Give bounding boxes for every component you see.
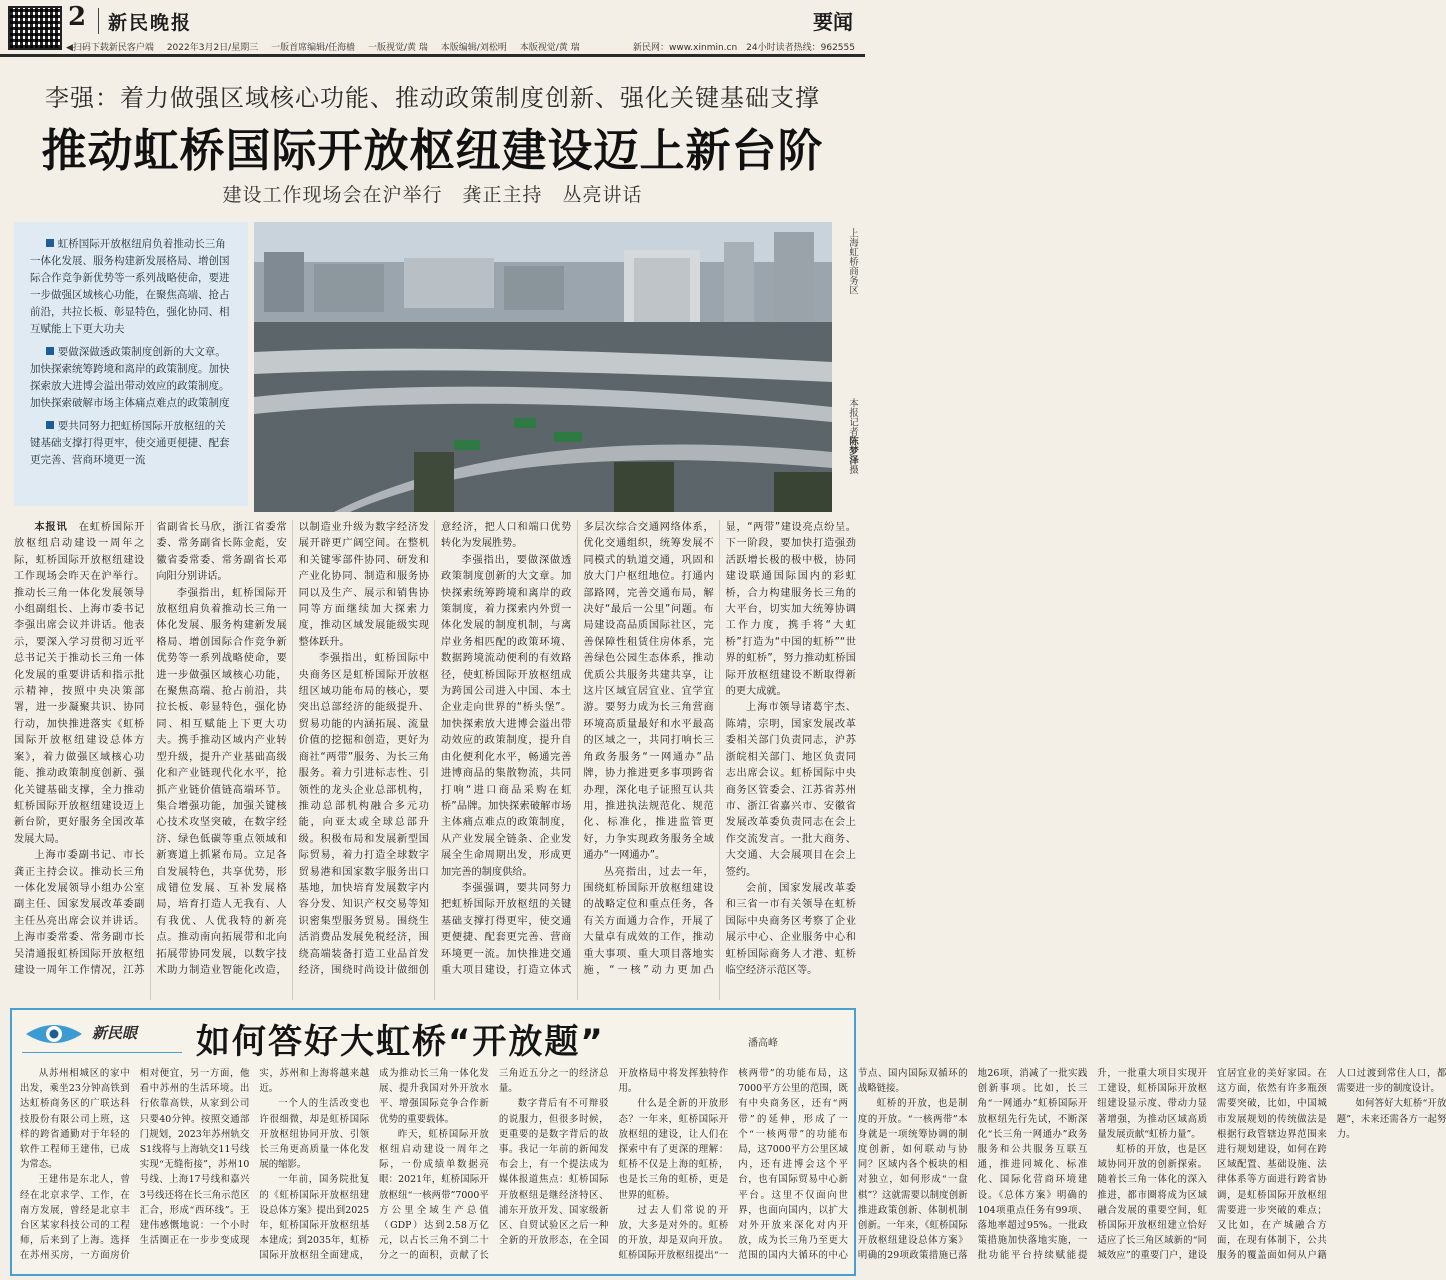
bullet-square-icon — [46, 421, 54, 429]
column-badge: 新民眼 — [92, 1024, 138, 1042]
article-paragraph: 本报讯 在虹桥国际开放枢纽启动建设一周年之际，虹桥国际开放枢纽建设工作现场会昨天在沪举行。推动长三角一体化发展领导小组副组长、上海市委书记李强出席会议并讲话。他表示，要深入学习贯彻习近平总书记关于推动长三角一体化发展的重要讲话和指示批示精神，按照中央决策部署，进一步凝聚共识、协同行动，加快推进落实《虹桥国际开放枢纽建设总体方案》，着力做强区域核心功能、推动政策制度创新、强化关键基础支撑，全力推动虹桥国际开放枢纽建设迈上新台阶，更好服务全国改革发展大局。 — [14, 522, 145, 845]
meta-visual-1: 一版视觉/黄 瑞 — [368, 43, 428, 53]
article-paragraph: 李强指出，要做深做透政策制度创新的大文章。加快探索统筹跨境和离岸的政策制度，着力探索内外贸一体化发展的制度机制，与离岸业务相匹配的政策环境、数据跨境流动便利的有效路径，使虹桥国际开放枢纽成为跨国公司进入中国、本土企业走向世界的“桥头堡”。加快探索放大进博会溢出带动效应的政策制度，提升自由化便利化水平，畅通完善进博商品的集散物流，共同打响“进口商品采购在虹桥”品牌。加快探索破解市场主体痛点难点的政策制度，从产业发展全链条、企业发展全生命周期出发，形成更加完善的制度供给。 — [440, 554, 572, 878]
summary-box — [14, 222, 248, 506]
summary-point-1: 虹桥国际开放枢纽肩负着推动长三角一体化发展、服务构建新发展格局、增创国际合作竞争新优势等一系列战略使命，要进一步做强区域核心功能，在聚焦高端、抢占前沿，共拉长板、彰显特色，强化协同、相互赋能上下更大功夫 — [30, 238, 230, 335]
commentary-paragraph: 昨天，虹桥国际开放枢纽启动建设一周年之际，一份成绩单数据亮眼：2021年，虹桥国际开放枢纽“一核两带”7000平方公里全域生产总值（GDP）达到2.58万亿元，以占长三角不到二十分之一的面积，贡献了长三角近五分之一的经济总量。 — [379, 1068, 609, 1262]
commentary-paragraph: 王建伟是东北人，曾经在北京求学、工作，在南方发展，曾经是北京丰台区某家科技公司的工程师，后来到了上海。选择在苏州买房，一方面房价相对便宜，另一方面，他看中苏州的生活环境。出行依靠高铁，从家到公司只要40分钟。按照交通部门规划，2023年苏州轨交S1线将与上海轨交11号线实现“无缝衔接”，苏州10号线、上海17号线和嘉兴3号线还将在长三角示范区汇合，形成“西环线”。王建伟感慨地说：一个小时生活圈正在一步步变成现实，苏州和上海将越来越近。 — [20, 1068, 370, 1262]
commentary-paragraph: 一个人的生活改变也许很细微，却是虹桥国际开放枢纽协同开放、引领长三角更高质量一体化发展的缩影。 — [259, 1098, 370, 1171]
paper-name: 新民晚报 — [108, 12, 193, 34]
website-hotline: 新民网：www.xinmin.cn 24小时读者热线：962555 — [633, 43, 855, 53]
article-paragraph: 上海市委副书记、市长龚正主持会议。推动长三角一体化发展领导小组办公室副主任、国家发展改革委副主任丛亮出席会议并讲话。上海市委常委、常务副市长吴清通报虹桥国际开放枢纽建设一周年工作情况，江苏省副省长马欣，浙江省委常委、常务副省长陈金彪，安徽省委常委、常务副省长邓向阳分别讲话。 — [14, 522, 287, 976]
article-body — [14, 520, 856, 1000]
masthead-divider — [98, 8, 99, 34]
commentary-paragraph: 一年前，国务院批复的《虹桥国际开放枢纽建设总体方案》提出到2025年，虹桥国际开放枢纽基本建成；到2035年，虹桥国际开放枢纽全面建成，成为推动长三角一体化发展、提升我国对外开放水平、增强国际竞争合作新优势的重要载体。 — [259, 1068, 489, 1262]
badge-underline — [22, 1052, 182, 1053]
qr-code[interactable] — [8, 6, 62, 50]
commentary-paragraph: 虹桥的开放，也是区域协同开放的创新探索。随着长三角一体化的深入推进，都市圈将成为区域融合发展的重要空间，虹桥国际开放枢纽建立恰好适应了长三角区域新的“同城效应”的重要门户，建设宜居宜业的美好家园。在这方面，依然有许多瓶颈需要突破，比如，中国城市发展规划的传统做法是根据行政管辖边界范围来进行规划建设，如何在跨区域配置、基础设施、法律体系等方面进行跨省协调，是虹桥国际开放枢纽需要进一步突破的难点；又比如，在产城融合方面，在现有体制下，公共服务的覆盖面如何从户籍人口过渡到常住人口，都需要进一步的制度设计。 — [1097, 1068, 1446, 1262]
article-paragraph: 李强指出，虹桥国际开放枢纽肩负着推动长三角一体化发展、服务构建新发展格局、增创国际合作竞争新优势等一系列战略使命，要进一步做强区域核心功能，在聚焦高端、抢占前沿，共拉长板、彰显特色，强化协同、相互赋能上下更大功夫。携手推动区域内产业转型升级，提升产业基础高级化和产业链现代化水平，抢抓产业链价值链高端环节。集合增强功能，加强关键核心技术攻坚突破，在数字经济、绿色低碳等重点领域和新赛道上抓紧布局。立足各自发展特色，共享优势，形成错位发展、互补发展格局，培育打造人无我有、人有我优、人优我特的新亮点。推动南向拓展带和北向拓展带协同发展，以数字技术助力制造业智能化改造，以制造业升级为数字经济发展开辟更广阔空间。在整机和关键零部件协同、研发和产业化协同、制造和服务协同以及生产、展示和销售协同等方面继续加大探索力度，推动区域发展能级实现整体跃升。 — [156, 522, 429, 976]
cityscape-illustration — [254, 222, 832, 512]
commentary-author: 潘高峰 — [748, 1038, 778, 1049]
article-paragraph: 会前，国家发展改革委和三省一市有关领导在虹桥国际中央商务区考察了企业展示中心、企业服务中心和虹桥国际商务人才港、虹桥临空经济示范区等。 — [725, 882, 856, 976]
commentary-body — [20, 1066, 1446, 1270]
sub-headline: 建设工作现场会在沪举行 龚正主持 丛亮讲话 — [222, 184, 643, 206]
meta-editor: 本版编辑/刘松明 — [440, 43, 507, 53]
meta-date: 2022年3月2日/星期三 — [166, 43, 259, 53]
bullet-square-icon — [46, 239, 54, 247]
main-headline: 推动虹桥国际开放枢纽建设迈上新台阶 — [41, 124, 824, 177]
photo-caption: 上海虹桥商务区 — [847, 228, 858, 295]
commentary-paragraph: 什么是全新的开放形态？一年来，虹桥国际开放枢纽的建设，让人们在探索中有了更深的理解：虹桥不仅是上海的虹桥，也是长三角的虹桥，更是世界的虹桥。 — [618, 1098, 729, 1201]
section-name: 要闻 — [813, 10, 853, 34]
meta-chief-editor: 一版首席编辑/任海樯 — [271, 43, 356, 53]
article-paragraph: 李强指出，虹桥国际中央商务区是虹桥国际开放枢纽区域功能布局的核心，要突出总部经济的能级提升、贸易功能的内涵拓展、流量价值的挖掘和创造，更好为商社“两带”服务、为长三角服务。着力引进标志性、引领性的龙头企业总部机构，推动总部机构融合多元功能，向亚太或全球总部升级。积极布局和发展新型国际贸易，着力打造全球数字贸易港和国家数字服务出口基地，加快培育发展数字内容分发、知识产权交易等知识密集型服务贸易。围绕生活消费品发展免税经济，围绕高端装备打造工业品首发经济，围绕时尚设计做细创意经济，把人口和端口优势转化为发展胜势。 — [298, 522, 572, 976]
commentary-paragraph: 如何答好大虹桥“开放题”，未来还需各方一起努力。 — [1336, 1098, 1446, 1140]
commentary-paragraph: 数字背后有不可辩驳的说服力，但很多时候，更重要的是数字背后的故事。我记一年前的新闻发布会上，有一个提法成为媒体报道焦点：虹桥国际开放枢纽是继经济特区、浦东开放开发、国家级新区、自贸试验区之后一种全新的开放形态，在全国开放格局中将发挥独特作用。 — [498, 1068, 729, 1247]
masthead-rule — [0, 54, 865, 57]
article-paragraph: 李强强调，要共同努力把虹桥国际开放枢纽的关键基础支撑打得更牢，使交通更便捷、配套更完善、营商环境更一流。加快推进交通重大项目建设，打造立体式多层次综合交通网络体系，优化交通组织，统筹发展不同模式的轨道交通，巩固和放大门户枢纽地位。打通内部路网，完善交通布局，解决好“最后一公里”问题。布局建设高品质国际社区，完善保障性租赁住房体系，完善绿色公园生态体系，推动优质公共服务共建共享，让这片区域宜居宜业、宜学宜游。要努力成为长三角营商环境高质量最好和水平最高的区域之一，共同打响长三角政务服务“一网通办”品牌，协力推进更多事项跨省办理，深化电子证照互认共用，推进执法规范化、规范化、标准化，推进监管更好，力争实现政务服务全域通办“一网通办”。 — [440, 522, 714, 976]
pre-headline: 李强：着力做强区域核心功能、推动政策制度创新、强化关键基础支撑 — [45, 84, 820, 112]
reporter-name: 陈梦泽 — [847, 436, 858, 465]
hongqiao-photo — [254, 222, 832, 512]
eye-icon — [22, 1020, 86, 1048]
commentary-paragraph: 虹桥的开放，也是制度的开放。“一核两带”本身就是一项统筹协调的制度创新，如何联动与协同？区域内各个板块的相对独立，如何形成“一盘棋”？这就需要以制度创新推进政策创新、体制机制创新。一年来，《虹桥国际开放枢纽建设总体方案》明确的29项政策措施已落地26项，消减了一批实践创新事项。比如，长三角“一网通办”虹桥国际开放枢纽先行先试，不断深化“长三角一网通办”政务服务和公共服务互联互通，推进同城化、标准化、国际化营商环境建设。《总体方案》明确的104项重点任务有99项、落地率超过95%。一批政策措施加快落地实施，一批功能平台持续赋能提升，一批重大项目实现开工建设，虹桥国际开放枢纽建设显示度、带动力显著增强，为推动区域高质量发展贡献“虹桥力量”。 — [857, 1068, 1208, 1262]
summary-point-2: 要做深做透政策制度创新的大文章。加快探索统筹跨境和离岸的政策制度。加快探索放大进博会溢出带动效应的政策制度。加快探索破解市场主体痛点难点的政策制度 — [30, 346, 230, 409]
summary-point-3: 要共同努力把虹桥国际开放枢纽的关键基础支撑打得更牢，使交通更便捷、配套更完善、营商环境更一流 — [30, 420, 230, 466]
meta-download[interactable]: ◀扫码下载新民客户端 — [66, 43, 154, 53]
article-paragraph: 上海市领导诸葛宇杰、陈靖，宗明，国家发展改革委相关部门负责同志，沪苏浙皖相关部门、地区负责同志出席会议。虹桥国际中央商务区管委会、江苏省苏州市、浙江省嘉兴市、安徽省发展改革委负责同志在会上作交流发言。一批大商务、大交通、大会展项目在会上签约。 — [725, 702, 856, 878]
bullet-square-icon — [46, 347, 54, 355]
commentary-paragraph: 从苏州相城区的家中出发，乘坐23分钟高铁到达虹桥商务区的广联达科技股份有限公司上班，这样的跨省通勤对于年轻的软件工程师王建伟，已成为常态。 — [20, 1068, 130, 1171]
meta-visual-2: 本版视觉/黄 瑞 — [519, 43, 580, 53]
commentary-paragraph: 过去人们常说的开放，大多是对外的。虹桥的开放，却是双向开放。虹桥国际开放枢纽提出“一核两带”的功能布局，这7000平方公里的范围，既有中央商务区，还有“两带”的延伸，形成了一个“一核两带”的功能布局，这7000平方公里区域内，还有进博会这个平台，也有国际贸易中心新平台。这里不仅面向世界，也面向国内，以扩大对外开放来深化对内开放，成为长三角乃至更大范围的国内大循环的中心节点、国内国际双循环的战略链接。 — [618, 1068, 968, 1262]
commentary-title: 如何答好大虹桥“开放题” — [196, 1022, 605, 1062]
page-number: 2 — [68, 2, 87, 32]
article-paragraph: 丛亮指出，过去一年，围绕虹桥国际开放枢纽建设的战略定位和重点任务，各有关方面通力合作，开展了大量卓有成效的工作，推动重大事项、重大项目落地实施，“一核”动力更加凸显，“两带”建设亮点纷呈。下一阶段，要加快打造强劲活跃增长极的极中极，协同建设联通国际国内的彩虹桥，合力构建服务长三角的大平台，切实加大统筹协调工作力度，携手将“大虹桥”打造为“中国的虹桥”“世界的虹桥”，努力推动虹桥国际开放枢纽建设不断取得新的更大成就。 — [583, 522, 856, 976]
photo-credit: 本报记者陈梦泽摄 — [847, 398, 858, 474]
